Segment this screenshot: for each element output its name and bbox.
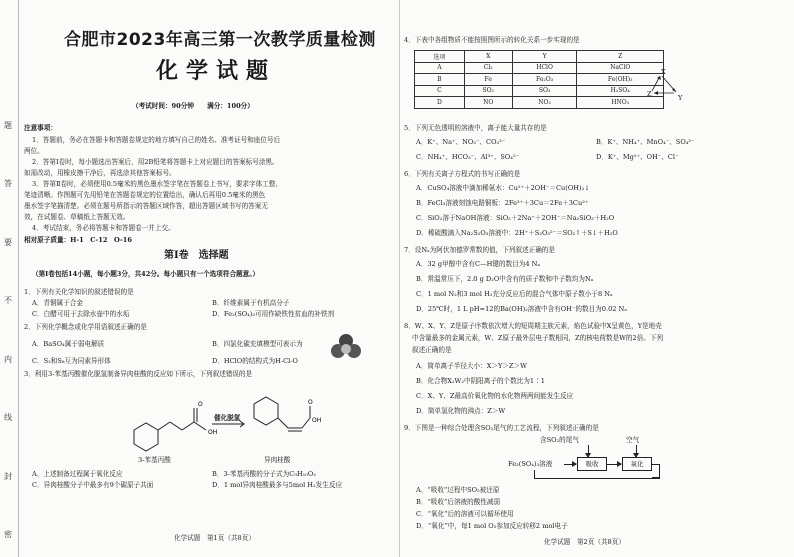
q2-option-b: B．四氯化碳充填模型可表示为 [212, 340, 303, 348]
q6-option-b: B．FeCl₃溶液刻蚀电路铜板：2Fe³⁺＋3Cu＝2Fe＋3Cu²⁺ [416, 199, 589, 207]
flow-input-air: 空气 [626, 436, 640, 444]
notice-line: 两位。 [24, 147, 44, 155]
table-cell: NaClO [577, 62, 664, 74]
q8-option-c: C．X、Y、Z最高价氧化物的水化物两两间能发生反应 [416, 392, 574, 400]
q8-option-b: B．化合物X₂W₂中阴阳离子的个数比为1∶1 [416, 377, 545, 385]
notice-heading: 注意事项： [24, 124, 57, 132]
table-cell: Cl₂ [464, 62, 512, 74]
q8-option-a: A．简单离子半径大小：X＞Y＞Z＞W [416, 362, 527, 370]
table-cell: A [415, 62, 465, 74]
table-row [415, 97, 664, 109]
binding-line-strip [2, 120, 14, 540]
reactant-name: 3-苯基丙酸 [138, 456, 171, 464]
binding-char: 不 [4, 296, 12, 306]
page-1 [24, 0, 396, 557]
binding-char: 要 [4, 237, 12, 247]
flow-recycle-line [534, 478, 660, 479]
table-cell: HClO [512, 62, 577, 74]
table-cell: B [415, 74, 465, 86]
q6-option-d: D．稀硫酸滴入Na₂S₂O₃溶液中：2H⁺＋S₂O₃²⁻＝SO₂↑＋S↓＋H₂O [416, 229, 618, 237]
q9-option-b: B．“吸收”后溶液的酸性减弱 [416, 498, 501, 506]
notice-line: 3．答第Ⅱ卷时，必须使用0.5毫米的黑色墨水签字笔在答题卷上书写，要求字体工整、 [32, 180, 282, 188]
table-cell: NO₂ [512, 97, 577, 109]
q3-option-b: B．3-苯基丙酸的分子式为C₉H₁₀O₂ [212, 470, 316, 478]
table-header: Z [577, 51, 664, 63]
q2-option-a: A．BaSO₄属于弱电解质 [32, 340, 105, 348]
question-5: 5．下列无色透明的溶液中，离子能大量共存的是 [404, 124, 547, 132]
table-cell: D [415, 97, 465, 109]
table-cell: SO₂ [464, 85, 512, 97]
question-8-line: 8．W、X、Y、Z是原子序数依次增大的短周期主族元素，焰色试验中X呈黄色，Y是地壳 [404, 322, 662, 330]
q7-option-a: A．32 g甲醇中含有C—H键的数目为4 Nₐ [416, 260, 540, 268]
binding-char: 密 [4, 529, 12, 539]
flow-recycle-line [534, 470, 535, 478]
svg-text:O: O [198, 401, 203, 408]
q2-option-d: D．HClO的结构式为H-Cl-O [212, 357, 298, 365]
question-4: 4．下表中各组物质不能按照图所示的转化关系一步实现的是 [404, 36, 580, 44]
flow-arrow-down [636, 445, 637, 457]
atomic-mass: 相对原子质量：H-1 C-12 O-16 [24, 236, 132, 244]
q9-option-c: C．“氧化”后的溶液可以循环使用 [416, 510, 514, 518]
table-row [415, 85, 664, 97]
question-2: 2．下列化学概念或化学用语叙述正确的是 [24, 323, 147, 331]
q3-option-d: D．1 mol异肉桂酸最多与5mol H₂发生反应 [212, 481, 343, 489]
flow-arrow-right [564, 464, 576, 465]
q7-option-c: C．1 mol N₂和3 mol H₂充分反应后的混合气体中原子数小于8 Nₐ [416, 290, 613, 298]
q7-option-d: D．25℃时，1 L pH=12的Ba(OH)₂溶液中含有OH⁻的数目为0.02 Nₐ [416, 305, 627, 313]
svg-text:O: O [308, 399, 313, 406]
table-cell: Fe(OH)₃ [577, 74, 664, 86]
table-cell: Fe₂O₃ [512, 74, 577, 86]
table-header: X [464, 51, 512, 63]
q9-option-a: A．“吸收”过程中SO₂被还原 [416, 486, 500, 494]
q1-option-b: B．纤维素属于有机高分子 [212, 299, 290, 307]
exam-info: （考试时间：90分钟 满分：100分） [132, 102, 254, 110]
page-footer: 化学试题 第2页（共8页） [544, 538, 625, 546]
exam-title: 合肥市2023年高三第一次教学质量检测 [64, 30, 376, 50]
q5-option-d: D．K⁺、Mg²⁺、OH⁻、Cl⁻ [596, 153, 679, 161]
q7-option-b: B．常温常压下，2.0 g D₂O中含有的质子数和中子数均为Nₐ [416, 275, 594, 283]
table-cell: Fe [464, 74, 512, 86]
q1-option-d: D．Fe₂(SO₄)₃可用作缺铁性贫血的补铁剂 [212, 310, 335, 318]
question-3: 3．利用3-苯基丙酸催化脱氢制备异肉桂酸的反应如下所示，下列叙述错误的是 [24, 370, 253, 378]
table-header: 选项 [415, 51, 465, 63]
question-6: 6．下列有关离子方程式的书写正确的是 [404, 170, 521, 178]
q8-option-d: D．简单氢化物的沸点：Z＞W [416, 407, 506, 415]
q6-option-a: A．CuSO₄溶液中滴加稀氨水：Cu²⁺＋2OH⁻＝Cu(OH)₂↓ [416, 184, 590, 192]
flow-arrow-right [607, 464, 621, 465]
node-z: Z [647, 90, 652, 98]
reaction-reagent: 催化脱氢 [214, 414, 241, 422]
binding-char: 内 [4, 354, 12, 364]
page-footer: 化学试题 第1页（共8页） [174, 534, 255, 542]
table-cell: SO₃ [512, 85, 577, 97]
q3-option-c: C．异肉桂酸分子中最多有9个碳原子共面 [32, 481, 154, 489]
question-1: 1．下列有关化学知识的叙述错误的是 [24, 288, 134, 296]
table-cell: H₂SO₄ [577, 85, 664, 97]
q4-table [414, 50, 664, 109]
flow-box-oxidize: 氧化 [622, 457, 652, 471]
page-2 [404, 0, 784, 557]
flow-recycle-line [652, 464, 660, 478]
table-row [415, 74, 664, 86]
section-desc: （第Ⅰ卷包括14小题，每小题3分，共42分。每小题只有一个选项符合题意。） [32, 270, 260, 278]
notice-line: 笔迹清晰。作图题可先用铅笔在答题卷规定的位置绘出，确认后再用0.5毫米的黑色 [24, 191, 266, 199]
binding-char: 答 [4, 179, 12, 189]
notice-line: 1．答题前，务必在答题卡和答题卷规定的地方填写自己的姓名、准考证号和座位号后 [32, 136, 281, 144]
svg-text:OH: OH [312, 417, 322, 424]
table-header-row [415, 51, 664, 63]
binding-char: 封 [4, 471, 12, 481]
question-7: 7．设Nₐ为阿伏加德罗常数的值，下列叙述正确的是 [404, 246, 555, 254]
question-9: 9．下图是一种综合处理含SO₂尾气的工艺流程，下列叙述正确的是 [404, 424, 599, 432]
section-title: 第Ⅰ卷 选择题 [164, 250, 229, 261]
q1-option-c: C．白醋可用于去除水壶中的水垢 [32, 310, 130, 318]
question-8-line: 中含量最多的金属元素，W、Z原子最外层电子数相同，Z的核电荷数是W的2倍。下列 [412, 334, 664, 342]
node-x: X [661, 68, 666, 76]
notice-line: 墨水签字笔描清楚。必须在题号所指示的答题区域作答，超出答题区域书写的答案无 [24, 202, 268, 210]
subject-title: 化学试题 [156, 59, 277, 84]
binding-divider [18, 0, 19, 557]
binding-char: 题 [4, 121, 12, 130]
notice-line: 4．考试结束，务必将答题卡和答题卷一并上交。 [32, 224, 175, 232]
q5-option-c: C．NH₄⁺、HCO₃⁻、Al³⁺、SO₄²⁻ [416, 153, 520, 161]
page-divider [399, 0, 400, 557]
q5-option-a: A．K⁺、Na⁺、NO₃⁻、CO₃²⁻ [416, 138, 506, 146]
product-name: 异肉桂酸 [264, 456, 291, 464]
notice-line: 2．答第Ⅰ卷时，每小题选出答案后，用2B铅笔将答题卡上对应题目的答案标号涂黑。 [32, 158, 279, 166]
table-cell: C [415, 85, 465, 97]
svg-text:OH: OH [208, 429, 218, 436]
table-row [415, 62, 664, 74]
flow-box-absorb: 吸收 [577, 457, 607, 471]
flow-arrow-down [588, 445, 589, 457]
ccl4-space-filling-model [329, 332, 363, 362]
flow-input-gas: 含SO₂的尾气 [540, 436, 579, 444]
q2-option-c: C．S₂和S₈互为同素异形体 [32, 357, 111, 365]
q6-option-c: C．SiO₂溶于NaOH溶液：SiO₂＋2Na⁺＋2OH⁻＝Na₂SiO₃＋H₂O [416, 214, 615, 222]
q3-option-a: A．上述制备过程属于氧化反应 [32, 470, 123, 478]
notice-line: 效，在试题卷、草稿纸上答题无效。 [24, 213, 130, 221]
table-cell: NO [464, 97, 512, 109]
binding-char: 线 [4, 413, 12, 423]
notice-line: 如需改动，用橡皮擦干净后，再选涂其他答案标号。 [24, 169, 176, 177]
table-header: Y [512, 51, 577, 63]
q1-option-a: A．青铜属于合金 [32, 299, 83, 307]
node-y: Y [678, 94, 683, 102]
q5-option-b: B．K⁺、NH₄⁺、MnO₄⁻、SO₄²⁻ [596, 138, 695, 146]
flow-start: Fe₂(SO₄)₃溶液 [508, 460, 553, 468]
table-cell: HNO₃ [577, 97, 664, 109]
question-8-line: 叙述正确的是 [412, 346, 452, 354]
q9-option-d: D．“氧化”中，每1 mol O₂参加反应转移2 mol电子 [416, 522, 568, 530]
